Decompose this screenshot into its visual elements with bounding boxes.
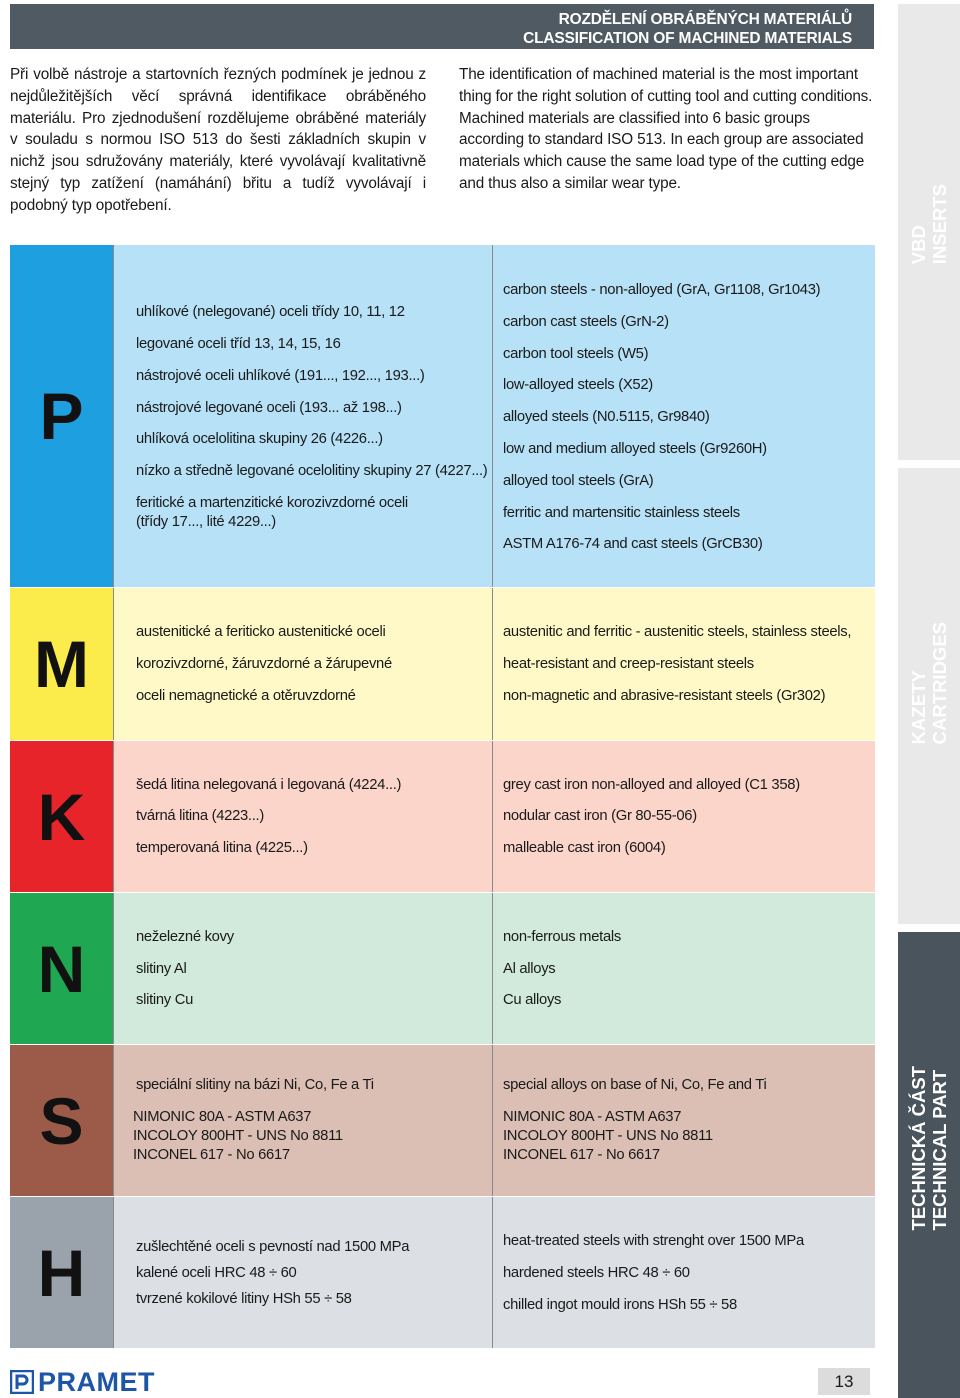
pramet-logo[interactable] [10, 1367, 155, 1397]
sidetab-cartridges[interactable] [898, 468, 960, 924]
group-s-letter: S [39, 1083, 84, 1158]
list-item: speciální slitiny na bázi Ni, Co, Fe a Ti [136, 1077, 374, 1093]
list-item: neželezné kovy [136, 929, 234, 945]
list-item: INCONEL 617 - No 6617 [503, 1147, 660, 1163]
column-divider [492, 1197, 493, 1348]
group-p-content [113, 245, 875, 587]
group-k-letter: K [37, 779, 86, 854]
group-h-letter-cell [10, 1197, 113, 1348]
sidetab-technical-label [908, 1066, 950, 1230]
list-item: nízko a středně legované ocelolitiny skupiny 27 (4227...) [136, 463, 488, 479]
header-bar [10, 4, 874, 49]
sidetab-inserts-line2: INSERTS [929, 183, 950, 264]
group-n-content [113, 893, 875, 1044]
sidetab-technical-line1: TECHNICKÁ ČÁST [908, 1065, 929, 1230]
group-m [10, 588, 875, 740]
list-item: INCOLOY 800HT - UNS No 8811 [503, 1128, 713, 1144]
list-item: uhlíkové (nelegované) oceli třídy 10, 11, 12 [136, 304, 405, 320]
list-item: Al alloys [503, 961, 556, 977]
group-n-letter-cell [10, 893, 113, 1044]
list-item: slitiny Al [136, 961, 187, 977]
list-item: legované oceli tříd 13, 14, 15, 16 [136, 336, 341, 352]
sidetab-inserts-line1: VBD [908, 224, 929, 264]
list-item: malleable cast iron (6004) [503, 840, 666, 856]
list-item: carbon cast steels (GrN-2) [503, 314, 669, 330]
list-item: NIMONIC 80A - ASTM A637 [133, 1109, 312, 1125]
list-item: feritické a martenzitické korozivzdorné oceli [136, 495, 408, 511]
pramet-logo-icon [10, 1370, 34, 1394]
list-item: low and medium alloyed steels (Gr9260H) [503, 441, 767, 457]
list-item: temperovaná litina (4225...) [136, 840, 308, 856]
list-item: austenitické a feriticko austenitické oceli [136, 624, 386, 640]
list-item: tvrzené kokilové litiny HSh 55 ÷ 58 [136, 1291, 352, 1307]
column-divider [492, 893, 493, 1044]
group-m-letter: M [34, 627, 89, 701]
list-item: NIMONIC 80A - ASTM A637 [503, 1109, 682, 1125]
list-item: slitiny Cu [136, 992, 194, 1008]
group-n-letter: N [37, 931, 86, 1006]
list-item: nástrojové oceli uhlíkové (191..., 192..., 193...) [136, 368, 425, 384]
group-m-letter-cell [10, 588, 113, 740]
list-item: uhlíková ocelolitina skupiny 26 (4226...) [136, 431, 383, 447]
list-item: heat-treated steels with strenght over 1500 MPa [503, 1233, 804, 1249]
sidetab-technical-part[interactable] [898, 932, 960, 1398]
list-item: non-magnetic and abrasive-resistant steels (Gr302) [503, 688, 826, 704]
list-item: kalené oceli HRC 48 ÷ 60 [136, 1265, 297, 1281]
group-p-letter-cell [10, 245, 113, 587]
intro-cz: Při volbě nástroje a startovních řezných podmínek je jednou z nejdůležitějších věcí správná identifikace obráběného materiálu. Pro zjednodušení rozdělujeme obráběné materiály v souladu s normou ISO 513 do šesti základních skupin v nichž jsou sdružovány materiály, které vyvolávají kvalitativně stejný typ zatížení (namáhání) břitu a tudíž vyvolávají i podobný typ opotřebení. [10, 66, 426, 214]
pramet-logo-text: PRAMET [38, 1367, 155, 1397]
list-item: special alloys on base of Ni, Co, Fe and Ti [503, 1077, 767, 1093]
list-item: low-alloyed steels (X52) [503, 377, 653, 393]
column-divider [492, 741, 493, 892]
title-cz: ROZDĚLENÍ OBRÁBĚNÝCH MATERIÁLŮ [558, 11, 852, 28]
list-item: INCOLOY 800HT - UNS No 8811 [133, 1128, 343, 1144]
list-item: zušlechtěné oceli s pevností nad 1500 MPa [136, 1239, 410, 1255]
list-item: austenitic and ferritic - austenitic steels, stainless steels, [503, 624, 852, 640]
sidetab-cartridges-line2: CARTRIDGES [929, 621, 950, 744]
list-item: nástrojové legované oceli (193... až 198...) [136, 400, 402, 416]
group-k-letter-cell [10, 741, 113, 892]
group-h-content [113, 1197, 875, 1348]
list-item: hardened steels HRC 48 ÷ 60 [503, 1265, 690, 1281]
list-item: heat-resistant and creep-resistant steels [503, 656, 754, 672]
list-item: ASTM A176-74 and cast steels (GrCB30) [503, 536, 763, 552]
group-n [10, 893, 875, 1044]
page-number: 13 [818, 1368, 870, 1395]
list-item: INCONEL 617 - No 6617 [133, 1147, 290, 1163]
list-item: tvárná litina (4223...) [136, 808, 264, 824]
sidetab-technical-line2: TECHNICAL PART [929, 1069, 950, 1230]
list-item: non-ferrous metals [503, 929, 621, 945]
column-divider [492, 245, 493, 587]
column-divider [492, 1045, 493, 1196]
list-item: alloyed steels (N0.5115, Gr9840) [503, 409, 710, 425]
list-item: carbon tool steels (W5) [503, 346, 649, 362]
group-k [10, 741, 875, 892]
group-h [10, 1197, 875, 1348]
list-item: (třídy 17..., lité 4229...) [136, 514, 276, 530]
sidetab-cartridges-line1: KAZETY [908, 670, 929, 744]
group-s [10, 1045, 875, 1196]
list-item: oceli nemagnetické a otěruvzdorné [136, 688, 356, 704]
list-item: chilled ingot mould irons HSh 55 ÷ 58 [503, 1297, 737, 1313]
title-en: CLASSIFICATION OF MACHINED MATERIALS [523, 30, 852, 47]
group-p [10, 245, 875, 587]
list-item: nodular cast iron (Gr 80-55-06) [503, 808, 697, 824]
list-item: šedá litina nelegovaná i legovaná (4224...) [136, 777, 402, 793]
sidetab-cartridges-label [908, 622, 950, 744]
group-s-letter-cell [10, 1045, 113, 1196]
group-k-content [113, 741, 875, 892]
page-title [523, 10, 852, 48]
list-item: Cu alloys [503, 992, 562, 1008]
sidetab-inserts[interactable] [898, 4, 960, 460]
group-s-content [113, 1045, 875, 1196]
list-item: korozivzdorné, žáruvzdorné a žárupevné [136, 656, 392, 672]
list-item: alloyed tool steels (GrA) [503, 473, 654, 489]
group-h-letter: H [37, 1235, 86, 1310]
column-divider [492, 588, 493, 740]
list-item: ferritic and martensitic stainless steels [503, 505, 740, 521]
intro-en: The identification of machined material is the most important thing for the right solution of cutting tool and cutting conditions. Machined materials are classified into 6 basic groups according to standard ISO 513. In each group are associated materials which cause the same load type of the cutting edge and thus also a similar wear type. [459, 66, 873, 192]
list-item: grey cast iron non-alloyed and alloyed (C1 358) [503, 777, 800, 793]
list-item: carbon steels - non-alloyed (GrA, Gr1108, Gr1043) [503, 282, 821, 298]
group-m-content [113, 588, 875, 740]
group-p-letter: P [39, 379, 84, 453]
sidetab-inserts-label [908, 184, 950, 264]
